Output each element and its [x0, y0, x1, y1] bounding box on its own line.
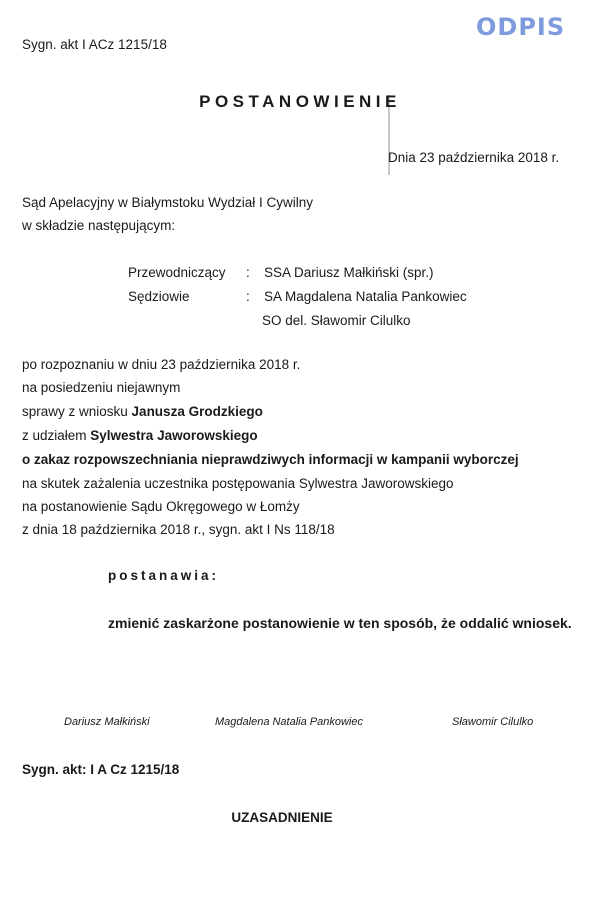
copy-stamp: ODPIS [476, 13, 566, 41]
court-composition-intro: w składzie następującym: [22, 218, 176, 233]
body-line-complaint: na skutek zażalenia uczestnika postępowania Sylwestra Jaworowskiego [22, 476, 454, 491]
court-name: Sąd Apelacyjny w Białymstoku Wydział I Cywilny [22, 195, 313, 210]
panel-name-judge-2: SO del. Sławomir Cilulko [262, 313, 411, 328]
body-line-subject: o zakaz rozpowszechniania nieprawdziwych informacji w kampanii wyborczej [22, 452, 519, 467]
participant-name: Sylwestra Jaworowskiego [90, 428, 258, 443]
participant-prefix: z udziałem [22, 428, 91, 443]
panel-separator: : [246, 265, 250, 280]
body-line-examination-date: po rozpoznaniu w dniu 23 października 2018 r. [22, 357, 301, 372]
applicant-name: Janusza Grodzkiego [131, 404, 263, 419]
decision-text: zmienić zaskarżone postanowienie w ten sposób, że oddalić wniosek. [108, 615, 572, 631]
signature-judge-1: Magdalena Natalia Pankowiec [215, 716, 363, 728]
panel-name-presiding: SSA Dariusz Małkiński (spr.) [264, 265, 434, 280]
document-date: Dnia 23 października 2018 r. [388, 150, 560, 165]
reasons-heading: UZASADNIENIE [231, 810, 333, 825]
panel-name-judge-1: SA Magdalena Natalia Pankowiec [264, 289, 467, 304]
resolves-heading: postanawia: [108, 568, 220, 583]
body-line-applicant [22, 404, 263, 419]
body-line-participant [22, 428, 258, 443]
document-title: POSTANOWIENIE [199, 92, 401, 111]
body-line-session: na posiedzeniu niejawnym [22, 380, 181, 395]
panel-separator: : [246, 289, 250, 304]
case-reference-bottom: Sygn. akt: I A Cz 1215/18 [22, 762, 180, 777]
applicant-prefix: sprawy z wniosku [22, 404, 132, 419]
signature-presiding: Dariusz Małkiński [64, 716, 150, 728]
signature-judge-2: Sławomir Cilulko [452, 716, 534, 728]
body-line-lower-court: na postanowienie Sądu Okręgowego w Łomży [22, 499, 300, 514]
panel-role-presiding: Przewodniczący [128, 265, 226, 280]
panel-role-judges: Sędziowie [128, 289, 190, 304]
body-line-lower-court-ref: z dnia 18 października 2018 r., sygn. akt I Ns 118/18 [22, 522, 335, 537]
case-reference: Sygn. akt I ACz 1215/18 [22, 37, 167, 52]
